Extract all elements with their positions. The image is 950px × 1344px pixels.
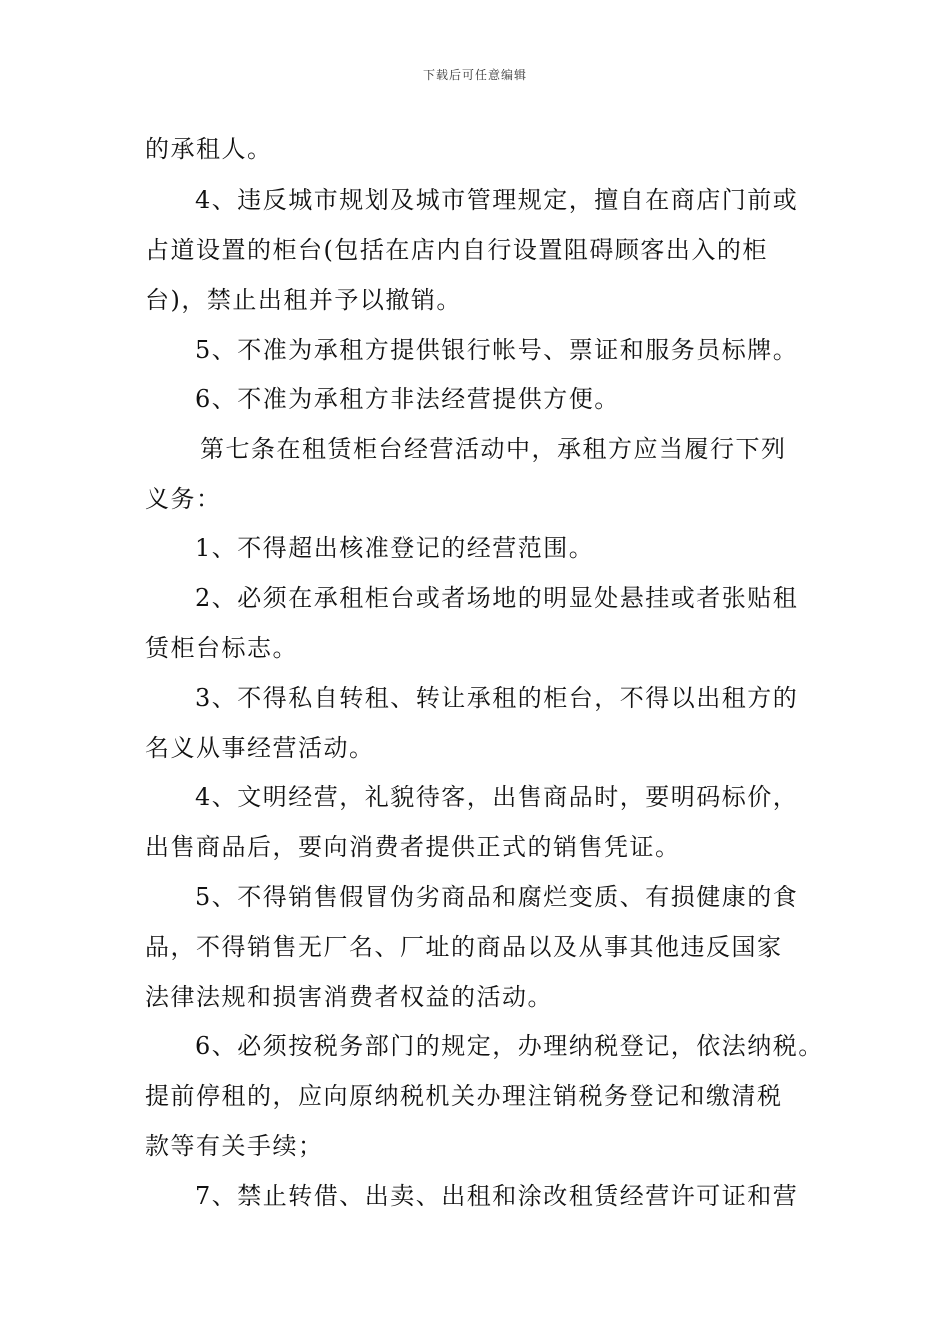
text-line: 1、不得超出核准登记的经营范围。: [195, 534, 595, 562]
text-line: 款等有关手续；: [145, 1132, 324, 1160]
text-line: 名义从事经营活动。: [145, 734, 375, 762]
text-line: 4、文明经营，礼貌待客，出售商品时，要明码标价，: [195, 783, 799, 811]
text-line: 的承租人。: [145, 135, 273, 163]
text-line: 提前停租的，应向原纳税机关办理注销税务登记和缴清税: [145, 1082, 783, 1110]
page-header: 下载后可任意编辑: [422, 68, 527, 82]
text-line: 4、违反城市规划及城市管理规定，擅自在商店门前或: [195, 186, 799, 214]
text-line: 2、必须在承租柜台或者场地的明显处悬挂或者张贴租: [195, 584, 799, 612]
text-line: 法律法规和损害消费者权益的活动。: [145, 983, 553, 1011]
text-line: 占道设置的柜台(包括在店内自行设置阻碍顾客出入的柜: [145, 236, 768, 264]
text-line: 台)，禁止出租并予以撤销。: [145, 286, 462, 314]
text-line: 6、不准为承租方非法经营提供方便。: [195, 385, 620, 413]
text-line: 赁柜台标志。: [145, 634, 298, 662]
text-line: 第七条在租赁柜台经营活动中，承租方应当履行下列: [200, 435, 787, 463]
text-line: 3、不得私自转租、转让承租的柜台，不得以出租方的: [195, 684, 799, 712]
text-line: 品，不得销售无厂名、厂址的商品以及从事其他违反国家: [145, 933, 783, 961]
text-line: 6、必须按税务部门的规定，办理纳税登记，依法纳税。: [195, 1032, 824, 1060]
text-line: 义务：: [145, 485, 222, 513]
text-line: 7、禁止转借、出卖、出租和涂改租赁经营许可证和营: [195, 1182, 799, 1210]
text-line: 出售商品后，要向消费者提供正式的销售凭证。: [145, 833, 681, 861]
text-line: 5、不准为承租方提供银行帐号、票证和服务员标牌。: [195, 336, 799, 364]
text-line: 5、不得销售假冒伪劣商品和腐烂变质、有损健康的食: [195, 883, 799, 911]
